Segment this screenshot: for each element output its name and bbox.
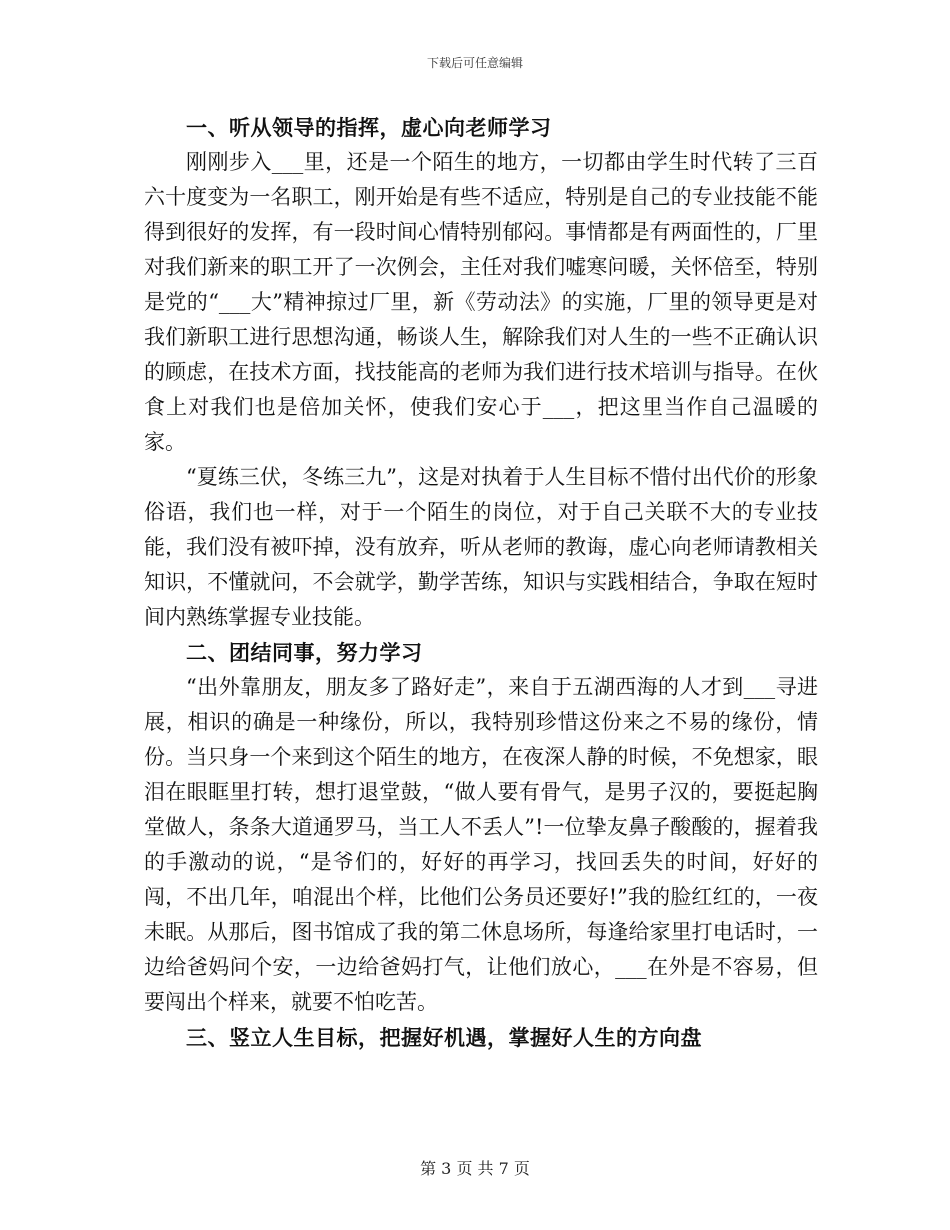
section-2-paragraph-1: “出外靠朋友，朋友多了路好走”，来自于五湖西海的人才到___寻进展，相识的确是一种缘份，所以，我特别珍惜这份来之不易的缘份，情份。当只身一个来到这个陌生的地方，在夜深人静的时候，不免想家，眼泪在眼眶里打转，想打退堂鼓，“做人要有骨气，是男子汉的，要挺起胸堂做人，条条大道通罗马，当工人不丢人”!一位挚友鼻子酸酸的，握着我的手激动的说，“是爷们的，好好的再学习，找回丢失的时间，好好的闯，不出几年，咱混出个样，比他们公务员还要好!”我的脸红红的，一夜未眠。从那后，图书馆成了我的第二休息场所，每逢给家里打电话时，一边给爸妈问个安，一边给爸妈打气，让他们放心，___在外是不容易，但要闯出个样来，就要不怕吃苦。 — [144, 675, 818, 1014]
document-body — [144, 110, 818, 1055]
section-heading-2: 二、团结同事，努力学习 — [186, 640, 423, 665]
section-1-paragraph-1: 刚刚步入___里，还是一个陌生的地方，一切都由学生时代转了三百六十度变为一名职工，刚开始是有些不适应，特别是自己的专业技能不能得到很好的发挥，有一段时间心情特别郁闷。事情都是有两面性的，厂里对我们新来的职工开了一次例会，主任对我们嘘寒问暖，关怀倍至，特别是党的“___大”精神掠过厂里，新《劳动法》的实施，厂里的领导更是对我们新职工进行思想沟通，畅谈人生，解除我们对人生的一些不正确认识的顾虑，在技术方面，找技能高的老师为我们进行技术培训与指导。在伙食上对我们也是倍加关怀，使我们安心于___，把这里当作自己温暖的家。 — [144, 150, 818, 454]
header-note: 下载后可任意编辑 — [426, 56, 523, 70]
page-number: 第 3 页 共 7 页 — [420, 1159, 530, 1178]
section-heading-1: 一、听从领导的指挥，虚心向老师学习 — [186, 115, 552, 140]
section-1-paragraph-2: “夏练三伏，冬练三九”，这是对执着于人生目标不惜付出代价的形象俗语，我们也一样，对于一个陌生的岗位，对于自己关联不大的专业技能，我们没有被吓掉，没有放弃，听从老师的教诲，虚心向老师请教相关知识，不懂就问，不会就学，勤学苦练，知识与实践相结合，争取在短时间内熟练掌握专业技能。 — [144, 465, 818, 629]
section-heading-3: 三、竖立人生目标，把握好机遇，掌握好人生的方向盘 — [186, 1025, 702, 1050]
